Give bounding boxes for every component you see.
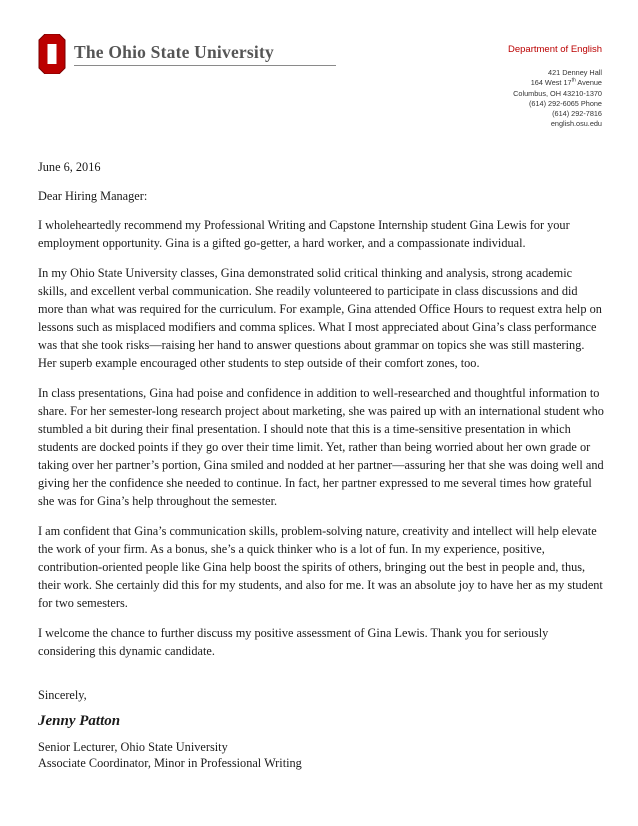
body-paragraph-3: In class presentations, Gina had poise and confidence in addition to well-researched and thoughtful information to share. For her semester-long research project about marketing, she was paired up with an international student who stumbled a bit during their final presentation. I should note that this is a time-sensitive presentation in which students are docked points if they go over their time limit. Yet, rather than being worried about her own grade or taking over her partner’s portion, Gina smiled and nodded at her partner—assuring her that she was doing well and giving her the confidence she needed to continue. In fact, her partner expressed to me several times how grateful she was for Gina’s help throughout the semester. xyxy=(38,386,604,508)
address-line-3: Columbus, OH 43210-1370 xyxy=(513,88,602,98)
department-name: Department of English xyxy=(508,44,602,55)
letter-date: June 6, 2016 xyxy=(38,160,101,174)
phone-number: (614) 292-6065 Phone xyxy=(528,98,602,108)
signer-title-2: Associate Coordinator, Minor in Professional Writing xyxy=(38,755,302,770)
body-paragraph-4: I am confident that Gina’s communication skills, problem-solving nature, creativity and intellect will help elevate the work of your firm. As a bonus, she’s a quick thinker who is a lot of fun. In my experience, positive, contribution-oriented people like Gina help boost the spirits of others, bringing out the best in people and, thus, their work. She certainly did this for my students, and also for me. It was an absolute joy to have her as my student for two semesters. xyxy=(38,524,603,610)
salutation: Dear Hiring Manager: xyxy=(38,189,148,203)
fax-number: (614) 292-7816 xyxy=(552,109,602,119)
body-paragraph-5: I welcome the chance to further discuss my positive assessment of Gina Lewis. Thank you for seriously considering this dynamic candidate. xyxy=(38,626,549,658)
website: english.osu.edu xyxy=(550,119,602,129)
signer-titles xyxy=(38,740,302,771)
department-block xyxy=(508,44,602,130)
signature: Jenny Patton xyxy=(38,713,121,729)
university-name: The Ohio State University xyxy=(74,42,274,62)
block-o-logo-icon xyxy=(36,34,68,74)
address-street-name: Avenue xyxy=(575,78,602,88)
address-ordinal: th xyxy=(571,77,576,84)
signer-title-1: Senior Lecturer, Ohio State University xyxy=(38,740,228,754)
letterhead-logo xyxy=(36,34,306,74)
address-street-number: 164 West 17 xyxy=(530,78,572,88)
department-address xyxy=(508,68,602,130)
wordmark-divider xyxy=(74,65,336,66)
address-line-1: 421 Denney Hall xyxy=(548,68,602,77)
body-paragraph-2: In my Ohio State University classes, Gina demonstrated solid critical thinking and analysis, strong academic skills, and excellent verbal communication. She readily volunteered to participate in class discussions and did more than what was required for the curriculum. For example, Gina attended Office Hours to request extra help on lessons such as misplaced modifiers and comma splices. What I most appreciated about Gina’s class performance was that she took risks—raising her hand to answer questions about grammar on topics she was still mastering. Her superb example encouraged other students to step outside of their comfort zones, too. xyxy=(38,266,602,370)
address-line-2 xyxy=(508,78,602,88)
closing: Sincerely, xyxy=(38,688,87,702)
body-paragraph-1: I wholeheartedly recommend my Professional Writing and Capstone Internship student Gina Lewis for your employment opportunity. Gina is a gifted go-getter, a hard worker, and a compassionate individual. xyxy=(38,218,570,250)
letter-body xyxy=(38,158,604,672)
